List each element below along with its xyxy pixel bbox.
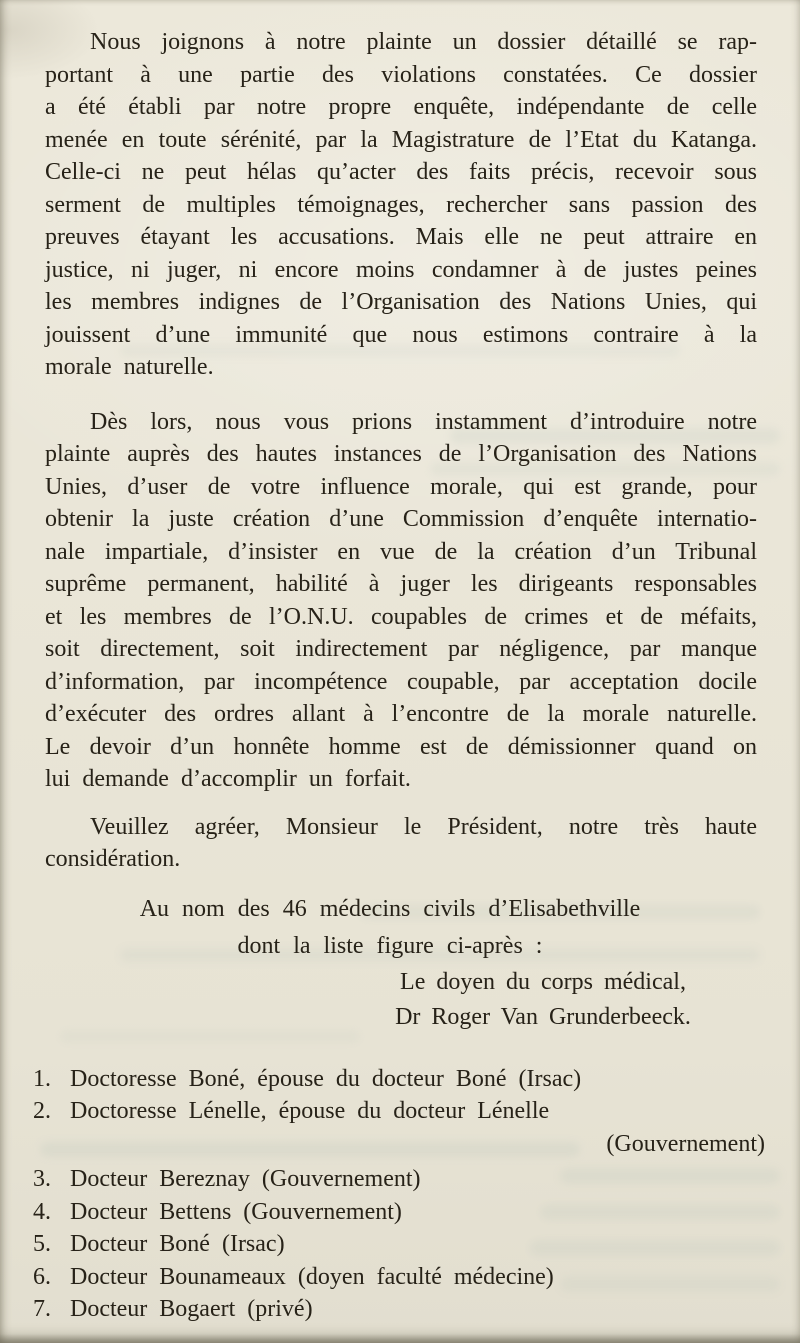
list-item bbox=[33, 1261, 765, 1294]
attribution-block bbox=[45, 891, 735, 965]
text-line: soit directement, soit indirectement par négligence, par manque bbox=[45, 636, 757, 662]
page-content bbox=[0, 26, 800, 1326]
list-item bbox=[33, 1293, 765, 1326]
list-item-text: Docteur Bogaert (privé) bbox=[70, 1296, 313, 1322]
text-line: nale impartiale, d’insister en vue de la création d’un Tribunal bbox=[45, 538, 757, 565]
paragraph-dossier bbox=[45, 26, 757, 384]
attribution-line: dont la liste figure ci-après : bbox=[237, 932, 543, 959]
list-item-number: 3. bbox=[33, 1166, 51, 1192]
text-line: Le devoir d’un honnête homme est de démissionner quand on bbox=[45, 733, 757, 760]
text-line: portant à une partie des violations constatées. Ce dossier bbox=[45, 61, 757, 88]
text-line: Nous joignons à notre plainte un dossier détaillé se rap- bbox=[90, 29, 757, 55]
list-item-text: Docteur Bereznay (Gouvernement) bbox=[70, 1166, 421, 1192]
text-line: les membres indignes de l’Organisation des Nations Unies, qui bbox=[45, 289, 757, 315]
list-item-text: Docteur Bounameaux (doyen faculté médecine) bbox=[70, 1263, 554, 1290]
list-item bbox=[33, 1228, 765, 1261]
page-bottom-edge-shadow bbox=[0, 1334, 800, 1343]
text-line: Unies, d’user de votre influence morale, qui est grande, pour bbox=[45, 473, 757, 500]
paragraph-salutation bbox=[45, 811, 757, 876]
list-item bbox=[33, 1063, 765, 1096]
text-line: d’exécuter des ordres allant à l’encontre de la morale naturelle. bbox=[45, 701, 757, 727]
text-line: Dès lors, nous vous prions instamment d’introduire notre bbox=[90, 408, 757, 435]
text-line: d’information, par incompétence coupable, par acceptation docile bbox=[45, 668, 757, 695]
list-item-number: 2. bbox=[33, 1098, 51, 1124]
text-line: suprême permanent, habilité à juger les dirigeants responsables bbox=[45, 571, 757, 597]
list-item-number: 6. bbox=[33, 1263, 51, 1290]
text-line: lui demande d’accomplir un forfait. bbox=[45, 766, 411, 792]
list-item bbox=[33, 1163, 765, 1196]
list-item-number: 4. bbox=[33, 1198, 51, 1225]
signature-title: Le doyen du corps médical, bbox=[400, 968, 686, 995]
signature-name: Dr Roger Van Grunderbeeck. bbox=[395, 1003, 691, 1030]
text-line: Veuillez agréer, Monsieur le Président, notre très haute bbox=[90, 813, 757, 840]
list-item bbox=[33, 1196, 765, 1229]
attribution-line: Au nom des 46 médecins civils d’Elisabethville bbox=[139, 895, 641, 922]
list-item-number: 7. bbox=[33, 1296, 51, 1322]
text-line: menée en toute sérénité, par la Magistrature de l’Etat du Katanga. bbox=[45, 126, 757, 153]
text-line: considération. bbox=[45, 846, 181, 872]
list-item bbox=[33, 1095, 765, 1128]
doctor-list bbox=[33, 1063, 765, 1326]
list-item-text: Docteur Boné (Irsac) bbox=[70, 1231, 285, 1257]
text-line: a été établi par notre propre enquête, indépendante de celle bbox=[45, 94, 757, 120]
list-item-number: 5. bbox=[33, 1231, 51, 1257]
list-item-text: Doctoresse Boné, épouse du docteur Boné (Irsac) bbox=[70, 1065, 582, 1092]
text-line: preuves étayant les accusations. Mais elle ne peut attraire en bbox=[45, 224, 757, 250]
list-item-text: Docteur Bettens (Gouvernement) bbox=[70, 1198, 402, 1225]
text-line: et les membres de l’O.N.U. coupables de crimes et de méfaits, bbox=[45, 603, 757, 630]
text-line: Celle-ci ne peut hélas qu’acter des faits précis, recevoir sous bbox=[45, 159, 757, 185]
text-line: obtenir la juste création d’une Commission d’enquête internatio- bbox=[45, 506, 757, 532]
paragraph-demande bbox=[45, 406, 757, 796]
list-item-text: Doctoresse Lénelle, épouse du docteur Lénelle bbox=[70, 1098, 550, 1124]
text-line: jouissent d’une immunité que nous estimons contraire à la bbox=[45, 321, 757, 348]
text-line: plainte auprès des hautes instances de l’Organisation des Nations bbox=[45, 441, 757, 467]
text-line: justice, ni juger, ni encore moins condamner à de justes peines bbox=[45, 256, 757, 283]
list-item-continuation: (Gouvernement) bbox=[606, 1130, 765, 1157]
text-line: morale naturelle. bbox=[45, 354, 214, 380]
text-line: serment de multiples témoignages, rechercher sans passion des bbox=[45, 191, 757, 218]
signature-block bbox=[343, 965, 743, 1035]
list-item-number: 1. bbox=[33, 1065, 51, 1092]
